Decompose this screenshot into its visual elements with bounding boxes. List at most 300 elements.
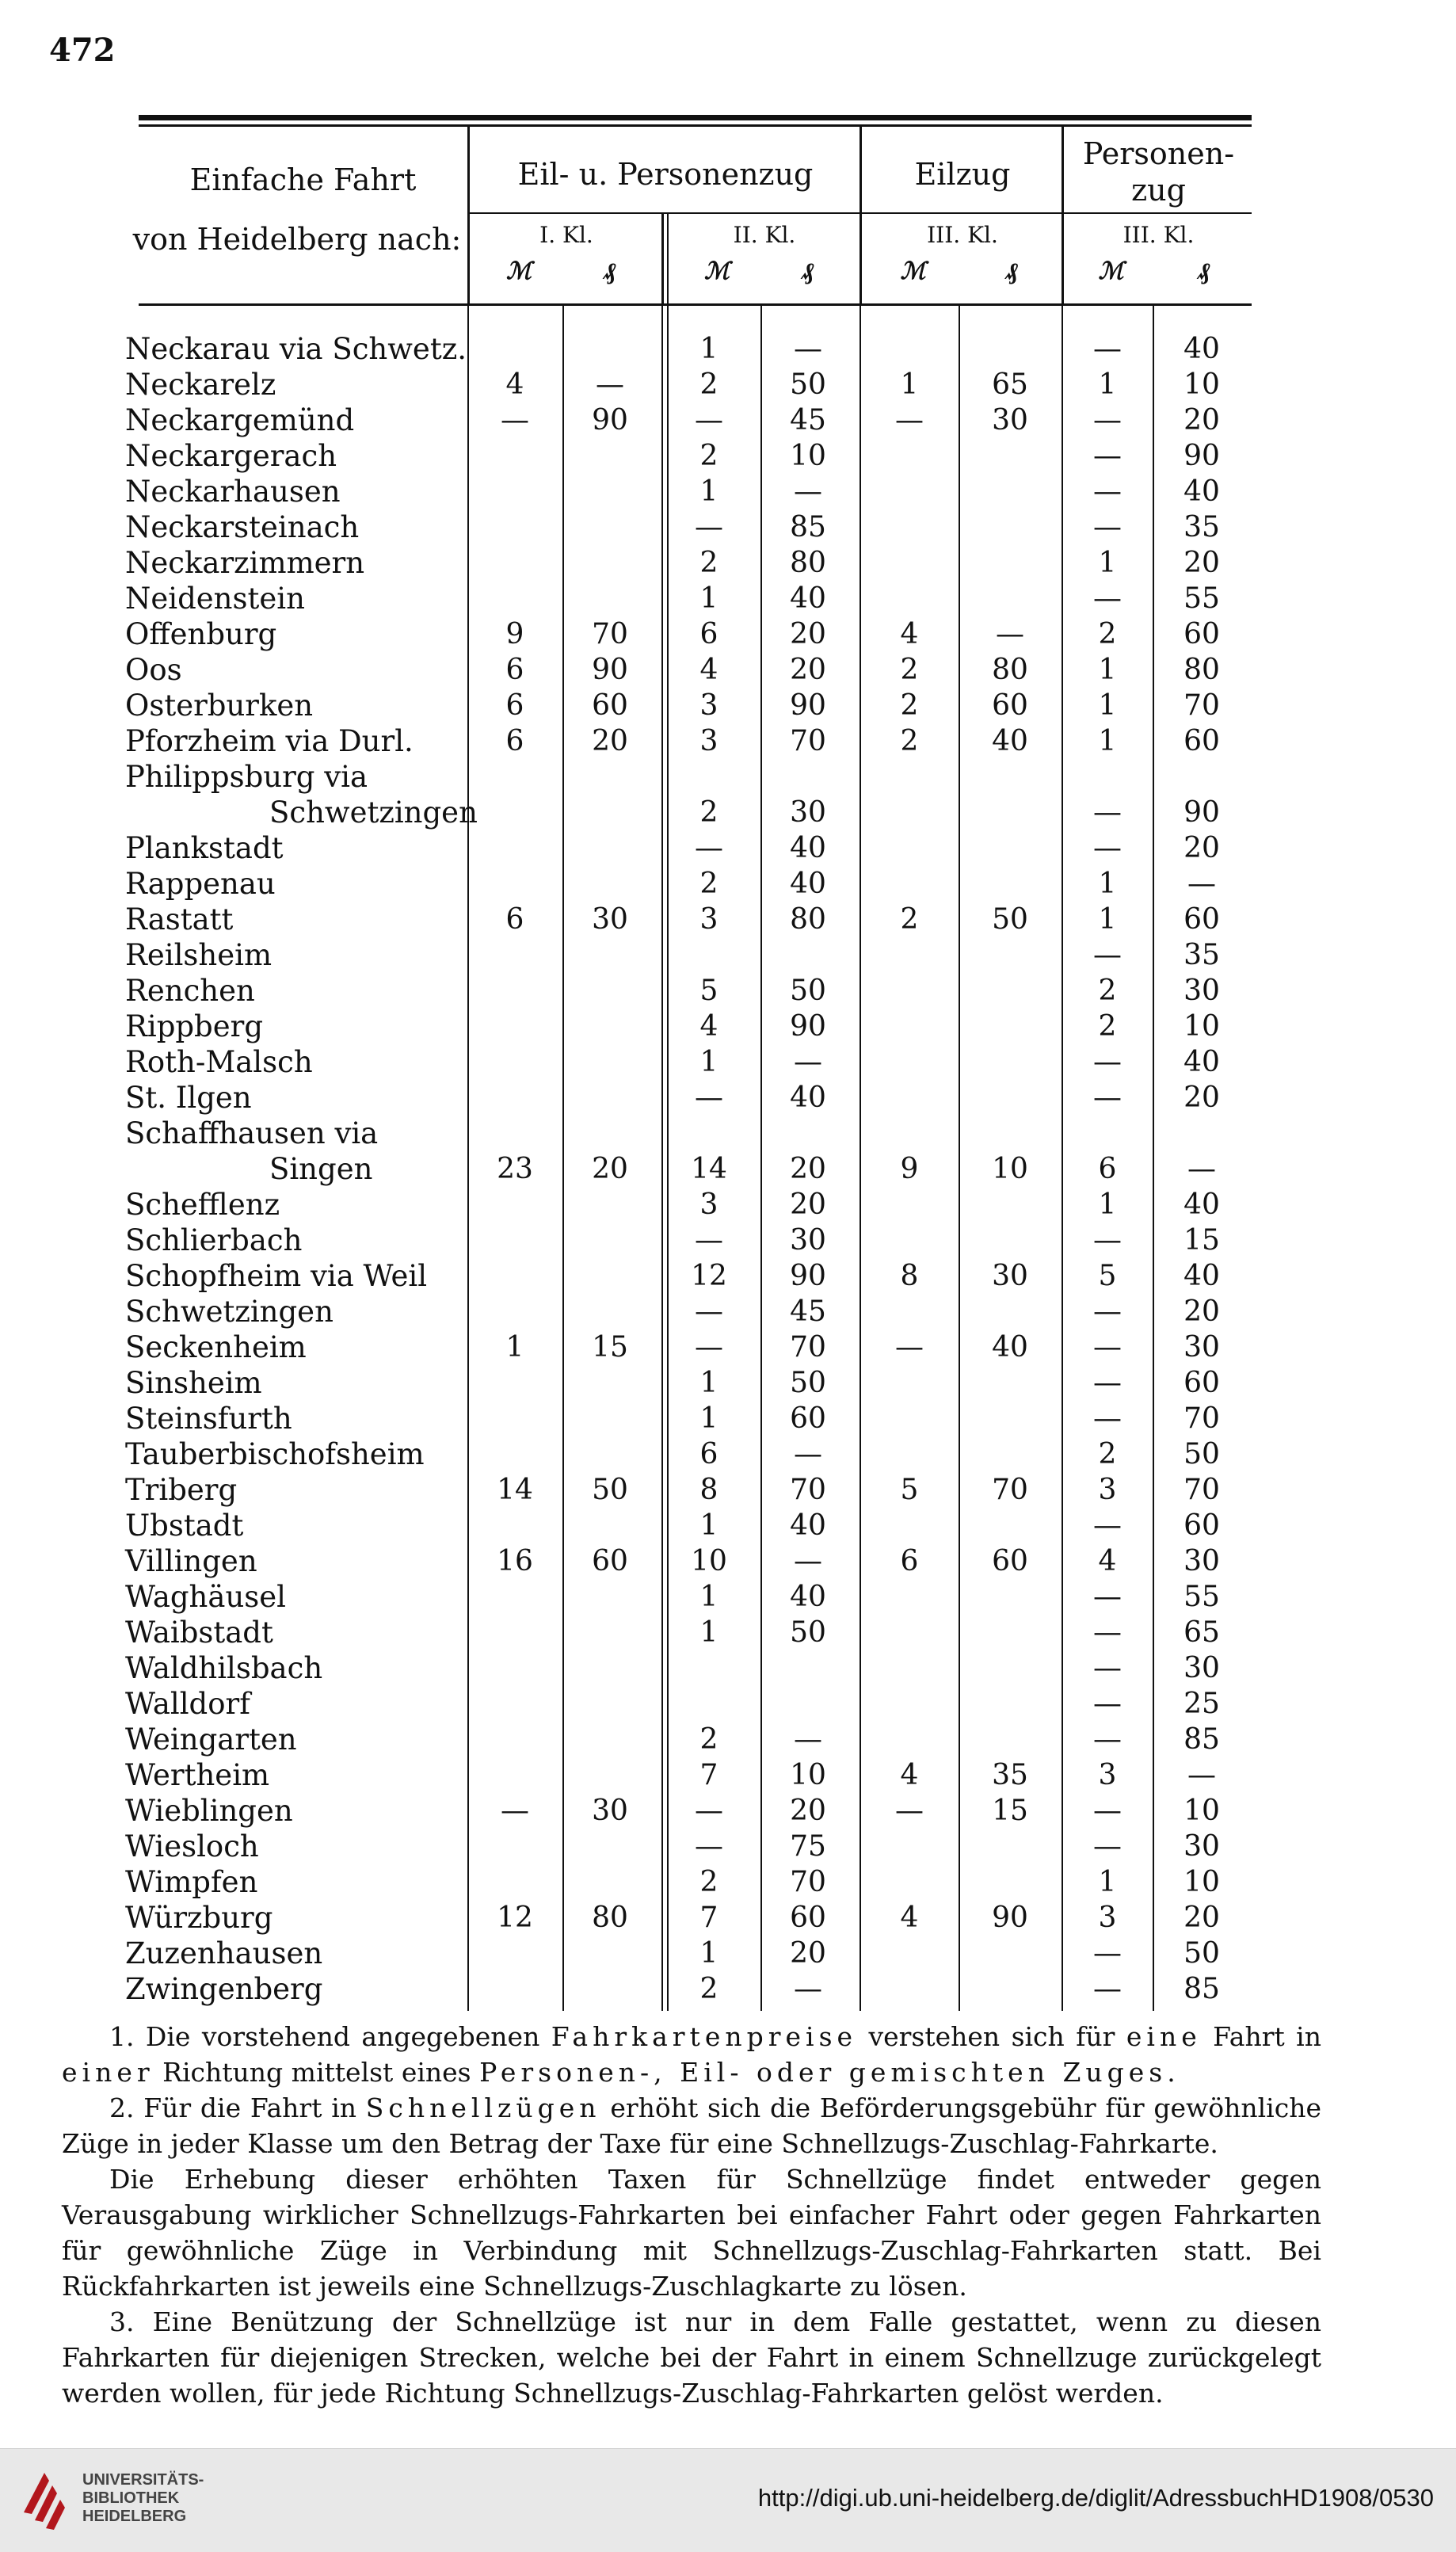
table-row (119, 652, 1260, 688)
fare-cell: 60 (592, 689, 628, 722)
fare-cell: 14 (497, 1474, 533, 1506)
destination-name: Steinsfurth (125, 1402, 292, 1436)
fare-cell: 8 (900, 1260, 919, 1292)
fare-cell: 90 (790, 1010, 826, 1043)
fare-cell: 40 (1183, 1260, 1220, 1292)
table-row (119, 1543, 1260, 1579)
header-divider (859, 127, 862, 303)
fare-cell: — (1093, 1795, 1122, 1827)
fare-cell: 40 (1183, 1188, 1220, 1221)
fare-cell: 9 (505, 618, 524, 650)
note-3: 3. Eine Benützung der Schnellzüge ist nur in dem Falle gestattet, wenn zu diesen Fahrkarten für diejenigen Strecken, welche bei der Fahrt in einem Schnellzuge zurückgelegt werden wollen, für jede Richtung Schnellzugs-Zuschlag-Fahrkarten gelöst werden. (62, 2306, 1321, 2409)
fare-cell: 30 (1183, 1545, 1220, 1577)
fare-cell: 20 (1183, 1902, 1220, 1934)
fare-cell: — (1093, 1581, 1122, 1613)
fare-cell: 1 (699, 333, 718, 365)
fare-cell: 45 (790, 404, 826, 437)
fare-cell: 30 (992, 404, 1028, 437)
fare-cell: 90 (992, 1902, 1028, 1934)
unit-mark: ℳ (505, 257, 532, 285)
fare-cell: 80 (790, 547, 826, 579)
fare-cell: 8 (699, 1474, 718, 1506)
table-row (119, 1436, 1260, 1472)
fare-cell: 60 (1183, 618, 1220, 650)
fare-cell: — (695, 832, 723, 864)
fare-cell: 5 (1098, 1260, 1117, 1292)
header-subdivider (661, 214, 664, 303)
fare-cell: 90 (592, 654, 628, 686)
fare-cell: — (1093, 1723, 1122, 1756)
fare-cell: 70 (1183, 689, 1220, 722)
fare-cell: 90 (1183, 796, 1220, 829)
fare-cell: 35 (1183, 511, 1220, 544)
table-row (119, 1650, 1260, 1686)
destination-name: Neckarelz (125, 368, 276, 402)
fare-cell: 1 (699, 1937, 718, 1970)
fare-cell: — (1093, 1224, 1122, 1257)
destination-name: Schopfheim via Weil (125, 1259, 428, 1293)
fare-cell: 1 (699, 1046, 718, 1078)
fare-table-body (119, 331, 1260, 2007)
fare-cell: 3 (1098, 1902, 1117, 1934)
fare-cell: 60 (1183, 725, 1220, 757)
table-row (119, 1009, 1260, 1044)
fare-cell: 80 (992, 654, 1028, 686)
fare-cell: 4 (1098, 1545, 1117, 1577)
header-class-3-personenzug: III. Kl. (1122, 222, 1195, 248)
fare-cell: 6 (505, 689, 524, 722)
fare-cell: 40 (790, 582, 826, 615)
fare-cell: 3 (699, 1188, 718, 1221)
destination-name: Walldorf (125, 1687, 250, 1721)
fare-cell: — (1187, 868, 1216, 900)
fare-cell: 10 (1183, 1866, 1220, 1898)
fare-cell: — (695, 404, 723, 437)
fare-cell: 20 (1183, 404, 1220, 437)
fare-cell: 15 (592, 1331, 628, 1364)
fare-cell: 20 (790, 618, 826, 650)
fare-cell: 30 (790, 1224, 826, 1257)
page-number: 472 (49, 32, 116, 69)
fare-cell: — (895, 404, 924, 437)
destination-name: Rastatt (125, 902, 234, 936)
fare-cell: — (1093, 1402, 1122, 1435)
fare-cell: 10 (1183, 368, 1220, 401)
table-row (119, 902, 1260, 937)
header-class-3-eilzug: III. Kl. (927, 222, 998, 248)
fare-cell: 10 (1183, 1795, 1220, 1827)
fare-cell: — (695, 1331, 723, 1364)
fare-cell: 40 (1183, 475, 1220, 508)
table-row (119, 1151, 1260, 1187)
fare-cell: 75 (790, 1830, 826, 1863)
destination-name: Zwingenberg (125, 1972, 323, 2006)
fare-cell: 4 (900, 1902, 919, 1934)
header-eilzug: Eilzug (914, 157, 1011, 192)
fare-cell: 30 (790, 796, 826, 829)
destination-name: Würzburg (125, 1901, 273, 1935)
table-row (119, 474, 1260, 509)
fare-cell: — (1093, 1081, 1122, 1114)
table-row (119, 616, 1260, 652)
destination-name: Weingarten (125, 1722, 297, 1757)
footnotes (62, 2019, 1321, 2411)
fare-cell: 30 (992, 1260, 1028, 1292)
fare-cell: 45 (790, 1295, 826, 1328)
fare-cell: 30 (592, 903, 628, 936)
table-row (119, 331, 1260, 367)
destination-name: Neckargemünd (125, 403, 355, 437)
unit-mark: ℳ (900, 257, 926, 285)
fare-cell: 1 (699, 1402, 718, 1435)
fare-cell: — (1093, 1046, 1122, 1078)
fare-cell: 7 (699, 1902, 718, 1934)
table-row (119, 1294, 1260, 1329)
fare-cell: 4 (900, 618, 919, 650)
destination-name: Neckarau via Schwetz. (125, 332, 467, 366)
destination-name: Wimpfen (125, 1865, 258, 1899)
fare-cell: 60 (790, 1402, 826, 1435)
header-eil-personenzug: Eil- u. Personenzug (517, 157, 814, 192)
fare-cell: 6 (1098, 1153, 1117, 1185)
fare-cell: 16 (497, 1545, 533, 1577)
fare-cell: — (695, 1795, 723, 1827)
destination-name: Schefflenz (125, 1188, 280, 1222)
fare-cell: 70 (790, 1331, 826, 1364)
university-library-logo-icon (17, 2465, 73, 2536)
fare-cell: 40 (1183, 333, 1220, 365)
table-row (119, 688, 1260, 723)
fare-cell: 30 (592, 1795, 628, 1827)
fare-cell: 5 (699, 975, 718, 1007)
fare-cell: 20 (1183, 547, 1220, 579)
fare-cell: 20 (1183, 832, 1220, 864)
fare-cell: 12 (691, 1260, 727, 1292)
destination-name: Neckarsteinach (125, 510, 360, 544)
fare-cell: 1 (1098, 1188, 1117, 1221)
fare-cell: 23 (497, 1153, 533, 1185)
fare-cell: 10 (992, 1153, 1028, 1185)
destination-name: Wiesloch (125, 1829, 259, 1863)
table-row (119, 1757, 1260, 1793)
fare-cell: — (1093, 1331, 1122, 1364)
library-name: UNIVERSITÄTS- BIBLIOTHEK HEIDELBERG (82, 2471, 204, 2525)
fare-cell: 35 (1183, 939, 1220, 971)
fare-cell: 9 (900, 1153, 919, 1185)
fare-cell: 30 (1183, 1652, 1220, 1684)
destination-name: Philippsburg via (125, 760, 368, 794)
fare-cell: 50 (1183, 1438, 1220, 1471)
destination-name: Renchen (125, 974, 255, 1008)
fare-cell: — (794, 1545, 822, 1577)
table-row (119, 830, 1260, 866)
fare-cell: 70 (790, 1866, 826, 1898)
table-row (119, 1900, 1260, 1936)
fare-cell: 6 (505, 654, 524, 686)
fare-cell: 90 (790, 689, 826, 722)
table-row (119, 795, 1260, 830)
fare-cell: 2 (699, 1973, 718, 2005)
fare-cell: 7 (699, 1759, 718, 1791)
destination-name: Wertheim (125, 1758, 270, 1792)
table-row (119, 1793, 1260, 1829)
fare-cell: 80 (790, 903, 826, 936)
destination-name: Schwetzingen (269, 795, 478, 830)
table-row (119, 1829, 1260, 1864)
table-row (119, 402, 1260, 438)
fare-cell: 1 (1098, 1866, 1117, 1898)
destination-name: Villingen (125, 1544, 257, 1578)
table-row (119, 759, 1260, 795)
fare-cell: — (1187, 1759, 1216, 1791)
table-row (119, 1044, 1260, 1080)
fare-cell: 2 (1098, 1438, 1117, 1471)
destination-name: Osterburken (125, 689, 314, 723)
destination-name: Seckenheim (125, 1330, 307, 1364)
header-class-2: II. Kl. (733, 222, 796, 248)
destination-name: Zuzenhausen (125, 1936, 323, 1970)
fare-cell: 1 (699, 1509, 718, 1542)
fare-cell: 6 (900, 1545, 919, 1577)
table-row (119, 1472, 1260, 1508)
note-2-continued: Die Erhebung dieser erhöhten Taxen für Schnellzüge findet entweder gegen Verausgabung wirklicher Schnellzugs-Fahrkarten bei einfacher Fahrt oder gegen Fahrkarten für gewöhnliche Züge in Verbindung mit Schnellzugs-Zuschlag-Fahrkarten statt. Bei Rückfahrkarten ist jeweils eine Schnellzugs-Zuschlagkarte zu lösen. (62, 2164, 1321, 2302)
source-url-link[interactable]: http://digi.ub.uni-heidelberg.de/diglit/AdressbuchHD1908/0530 (757, 2484, 1434, 2512)
fare-cell: — (1093, 796, 1122, 829)
unit-pfennig: ₰ (1198, 257, 1210, 285)
destination-name: Neidenstein (125, 582, 305, 616)
destination-name: Waldhilsbach (125, 1651, 323, 1685)
fare-cell: 40 (790, 1581, 826, 1613)
fare-cell: 3 (699, 689, 718, 722)
fare-cell: — (1093, 582, 1122, 615)
fare-cell: 1 (1098, 368, 1117, 401)
destination-name: Waghäusel (125, 1580, 286, 1614)
fare-cell: 4 (699, 1010, 718, 1043)
fare-cell: 20 (790, 1795, 826, 1827)
fare-cell: 2 (1098, 1010, 1117, 1043)
fare-cell: 70 (1183, 1402, 1220, 1435)
table-row (119, 1722, 1260, 1757)
fare-cell: 50 (992, 903, 1028, 936)
header-divider (467, 127, 470, 303)
fare-cell: 2 (699, 368, 718, 401)
fare-cell: — (695, 1081, 723, 1114)
table-row (119, 438, 1260, 474)
fare-cell: — (1093, 511, 1122, 544)
fare-cell: 85 (1183, 1723, 1220, 1756)
destination-name: Rippberg (125, 1009, 264, 1043)
fare-cell: 30 (1183, 1331, 1220, 1364)
destination-name: Pforzheim via Durl. (125, 724, 414, 758)
fare-cell: 60 (992, 1545, 1028, 1577)
fare-cell: 85 (1183, 1973, 1220, 2005)
fare-cell: 1 (505, 1331, 524, 1364)
fare-cell: 1 (699, 475, 718, 508)
fare-cell: 1 (1098, 689, 1117, 722)
destination-name: Singen (269, 1152, 373, 1186)
fare-cell: 5 (900, 1474, 919, 1506)
fare-cell: 40 (790, 1081, 826, 1114)
fare-cell: — (794, 1973, 822, 2005)
fare-cell: 1 (699, 582, 718, 615)
fare-cell: 30 (1183, 1830, 1220, 1863)
fare-cell: — (695, 1830, 723, 1863)
fare-cell: 50 (592, 1474, 628, 1506)
table-row (119, 1936, 1260, 1971)
fare-cell: — (501, 1795, 529, 1827)
fare-cell: — (794, 475, 822, 508)
header-personenzug-line1: Personen- (1082, 136, 1235, 171)
unit-mark: ℳ (703, 257, 730, 285)
fare-cell: 40 (992, 725, 1028, 757)
destination-name: Waibstadt (125, 1616, 273, 1650)
fare-cell: 40 (790, 868, 826, 900)
destination-name: Schwetzingen (125, 1295, 334, 1329)
fare-cell: 6 (505, 725, 524, 757)
fare-cell: — (695, 1295, 723, 1328)
fare-cell: 2 (1098, 975, 1117, 1007)
destination-name: Offenburg (125, 617, 277, 651)
fare-cell: 60 (790, 1902, 826, 1934)
header-route-line1: Einfache Fahrt (189, 162, 417, 197)
table-row (119, 581, 1260, 616)
table-row (119, 1223, 1260, 1258)
fare-cell: 10 (1183, 1010, 1220, 1043)
fare-cell: 70 (992, 1474, 1028, 1506)
header-class-1: I. Kl. (539, 222, 593, 248)
fare-cell: 20 (1183, 1295, 1220, 1328)
fare-cell: 4 (699, 654, 718, 686)
table-row (119, 509, 1260, 545)
fare-cell: — (695, 1224, 723, 1257)
fare-cell: — (1093, 1830, 1122, 1863)
fare-cell: 40 (992, 1331, 1028, 1364)
fare-cell: — (596, 368, 624, 401)
fare-cell: 25 (1183, 1688, 1220, 1720)
fare-cell: 80 (1183, 654, 1220, 686)
table-row (119, 1187, 1260, 1223)
fare-cell: 1 (1098, 868, 1117, 900)
fare-cell: — (1093, 1616, 1122, 1649)
fare-cell: — (1093, 1973, 1122, 2005)
fare-cell: — (794, 333, 822, 365)
destination-name: Neckargerach (125, 439, 337, 473)
fare-cell: 1 (699, 1616, 718, 1649)
fare-cell: 30 (1183, 975, 1220, 1007)
table-row (119, 1971, 1260, 2007)
footer-bar (0, 2448, 1456, 2552)
fare-cell: 1 (1098, 725, 1117, 757)
fare-cell: 10 (790, 440, 826, 472)
table-row (119, 1615, 1260, 1650)
destination-name: Ubstadt (125, 1509, 244, 1543)
table-row (119, 973, 1260, 1009)
fare-cell: — (695, 511, 723, 544)
fare-cell: 14 (691, 1153, 727, 1185)
header-personenzug-line2: zug (1131, 173, 1186, 208)
table-row (119, 723, 1260, 759)
table-row (119, 1365, 1260, 1401)
fare-cell: 2 (900, 903, 919, 936)
fare-cell: 4 (900, 1759, 919, 1791)
destination-name: St. Ilgen (125, 1081, 252, 1115)
fare-cell: 80 (592, 1902, 628, 1934)
fare-cell: — (794, 1438, 822, 1471)
fare-cell: 2 (1098, 618, 1117, 650)
fare-cell: 20 (790, 1188, 826, 1221)
table-row (119, 1116, 1260, 1151)
fare-cell: — (1093, 939, 1122, 971)
fare-cell: — (1093, 475, 1122, 508)
note-2: 2. Für die Fahrt in Schnellzügen erhöht sich die Beförderungsgebühr für gewöhnliche Züge in jeder Klasse um den Betrag der Taxe für eine Schnellzugs-Zuschlag-Fahrkarte. (62, 2092, 1321, 2159)
fare-cell: 50 (790, 975, 826, 1007)
unit-pfennig: ₰ (604, 257, 616, 285)
fare-cell: 6 (699, 618, 718, 650)
unit-mark: ℳ (1098, 257, 1124, 285)
table-row (119, 1401, 1260, 1436)
destination-name: Roth-Malsch (125, 1045, 313, 1079)
fare-cell: — (1093, 1937, 1122, 1970)
fare-cell: 4 (505, 368, 524, 401)
destination-name: Wieblingen (125, 1794, 293, 1828)
fare-cell: 2 (699, 1723, 718, 1756)
fare-cell: 2 (699, 1866, 718, 1898)
fare-cell: 50 (790, 368, 826, 401)
table-row (119, 1508, 1260, 1543)
table-row (119, 545, 1260, 581)
fare-cell: 40 (1183, 1046, 1220, 1078)
fare-cell: 2 (699, 796, 718, 829)
fare-cell: — (1093, 1509, 1122, 1542)
fare-cell: 55 (1183, 582, 1220, 615)
fare-cell: 90 (592, 404, 628, 437)
fare-cell: — (895, 1795, 924, 1827)
fare-cell: 3 (699, 903, 718, 936)
fare-cell: 1 (1098, 547, 1117, 579)
fare-cell: — (794, 1723, 822, 1756)
destination-name: Sinsheim (125, 1366, 262, 1400)
fare-cell: — (1093, 440, 1122, 472)
table-row (119, 1258, 1260, 1294)
fare-cell: — (1093, 1295, 1122, 1328)
fare-cell: 20 (790, 1153, 826, 1185)
header-route-line2: von Heidelberg nach: (132, 222, 462, 257)
fare-cell: 12 (497, 1902, 533, 1934)
fare-cell: 60 (1183, 1509, 1220, 1542)
header-subdivider (667, 214, 669, 303)
fare-cell: 60 (1183, 903, 1220, 936)
fare-cell: 20 (592, 725, 628, 757)
fare-cell: — (996, 618, 1024, 650)
table-row (119, 367, 1260, 402)
fare-cell: 3 (1098, 1474, 1117, 1506)
fare-cell: 1 (1098, 654, 1117, 686)
fare-cell: 90 (790, 1260, 826, 1292)
fare-cell: 3 (1098, 1759, 1117, 1791)
table-top-rule-thin (139, 124, 1252, 127)
fare-cell: 2 (699, 440, 718, 472)
destination-name: Oos (125, 653, 182, 687)
fare-cell: 40 (790, 832, 826, 864)
fare-cell: 20 (790, 1937, 826, 1970)
fare-cell: 1 (699, 1581, 718, 1613)
fare-cell: 70 (1183, 1474, 1220, 1506)
fare-cell: 6 (505, 903, 524, 936)
destination-name: Plankstadt (125, 831, 284, 865)
destination-name: Neckarzimmern (125, 546, 365, 580)
fare-cell: 50 (1183, 1937, 1220, 1970)
fare-cell: — (1093, 1367, 1122, 1399)
